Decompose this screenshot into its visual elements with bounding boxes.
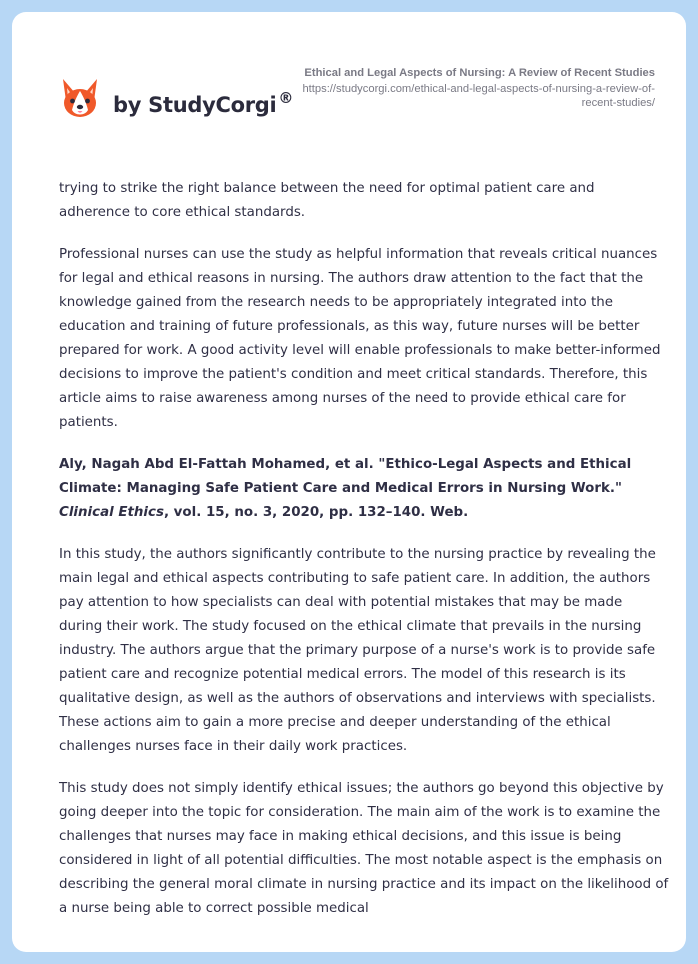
paragraph-3: In this study, the authors significantly contribute to the nursing practice by revealing the main legal and ethical aspects contributing to safe patient care. In addition, the authors pay attention to how specialists can deal with potential mistakes that may be made during their work. The study focused on the ethical climate that prevails in the nursing industry. The authors argue that the primary purpose of a nurse's work is to provide safe patient care and recognize potential medical errors. The model of this research is its qualitative design, as well as the authors of observations and interviews with specialists. These actions aim to gain a more precise and deeper understanding of the ethical challenges nurses face in their daily work practices. [59, 547, 656, 754]
document-meta [295, 66, 655, 110]
document-page [12, 12, 686, 952]
studycorgi-logo[interactable] [60, 76, 293, 120]
document-url[interactable]: https://studycorgi.com/ethical-and-legal-aspects-of-nursing-a-review-of-recent-studies/ [302, 83, 655, 109]
brand-name: by StudyCorgi ® [113, 89, 294, 117]
registered-mark: ® [278, 89, 294, 107]
reference-entry [59, 453, 669, 525]
reference-details: , vol. 15, no. 3, 2020, pp. 132–140. Web. [163, 505, 469, 520]
paragraph-2: Professional nurses can use the study as helpful information that reveals critical nuances for legal and ethical reasons in nursing. The authors draw attention to the fact that the knowledge gained from the research needs to be appropriately integrated into the education and training of future professionals, as this way, future nurses will be better prepared for work. A good activity level will enable professionals to make better-informed decisions to improve the patient's condition and meet critical standards. Therefore, this article aims to raise awareness among nurses of the need to provide ethical care for patients. [59, 247, 661, 430]
reference-authors-title: Aly, Nagah Abd El-Fattah Mohamed, et al. "Ethico-Legal Aspects and Ethical Climate: Managing Safe Patient Care and Medical Errors in Nursing Work." [59, 457, 632, 496]
article-body [59, 177, 669, 939]
reference-journal: Clinical Ethics [59, 505, 164, 520]
document-title: Ethical and Legal Aspects of Nursing: A Review of Recent Studies [304, 67, 655, 79]
corgi-icon [60, 76, 100, 120]
paragraph-1: trying to strike the right balance between the need for optimal patient care and adherence to core ethical standards. [59, 181, 595, 220]
paragraph-4: This study does not simply identify ethical issues; the authors go beyond this objective by going deeper into the topic for consideration. The main aim of the work is to examine the challenges that nurses may face in making ethical decisions, and this issue is being considered in light of all potential difficulties. The most notable aspect is the emphasis on describing the general moral climate in nursing practice and its impact on the likelihood of a nurse being able to correct possible medical [59, 781, 669, 916]
